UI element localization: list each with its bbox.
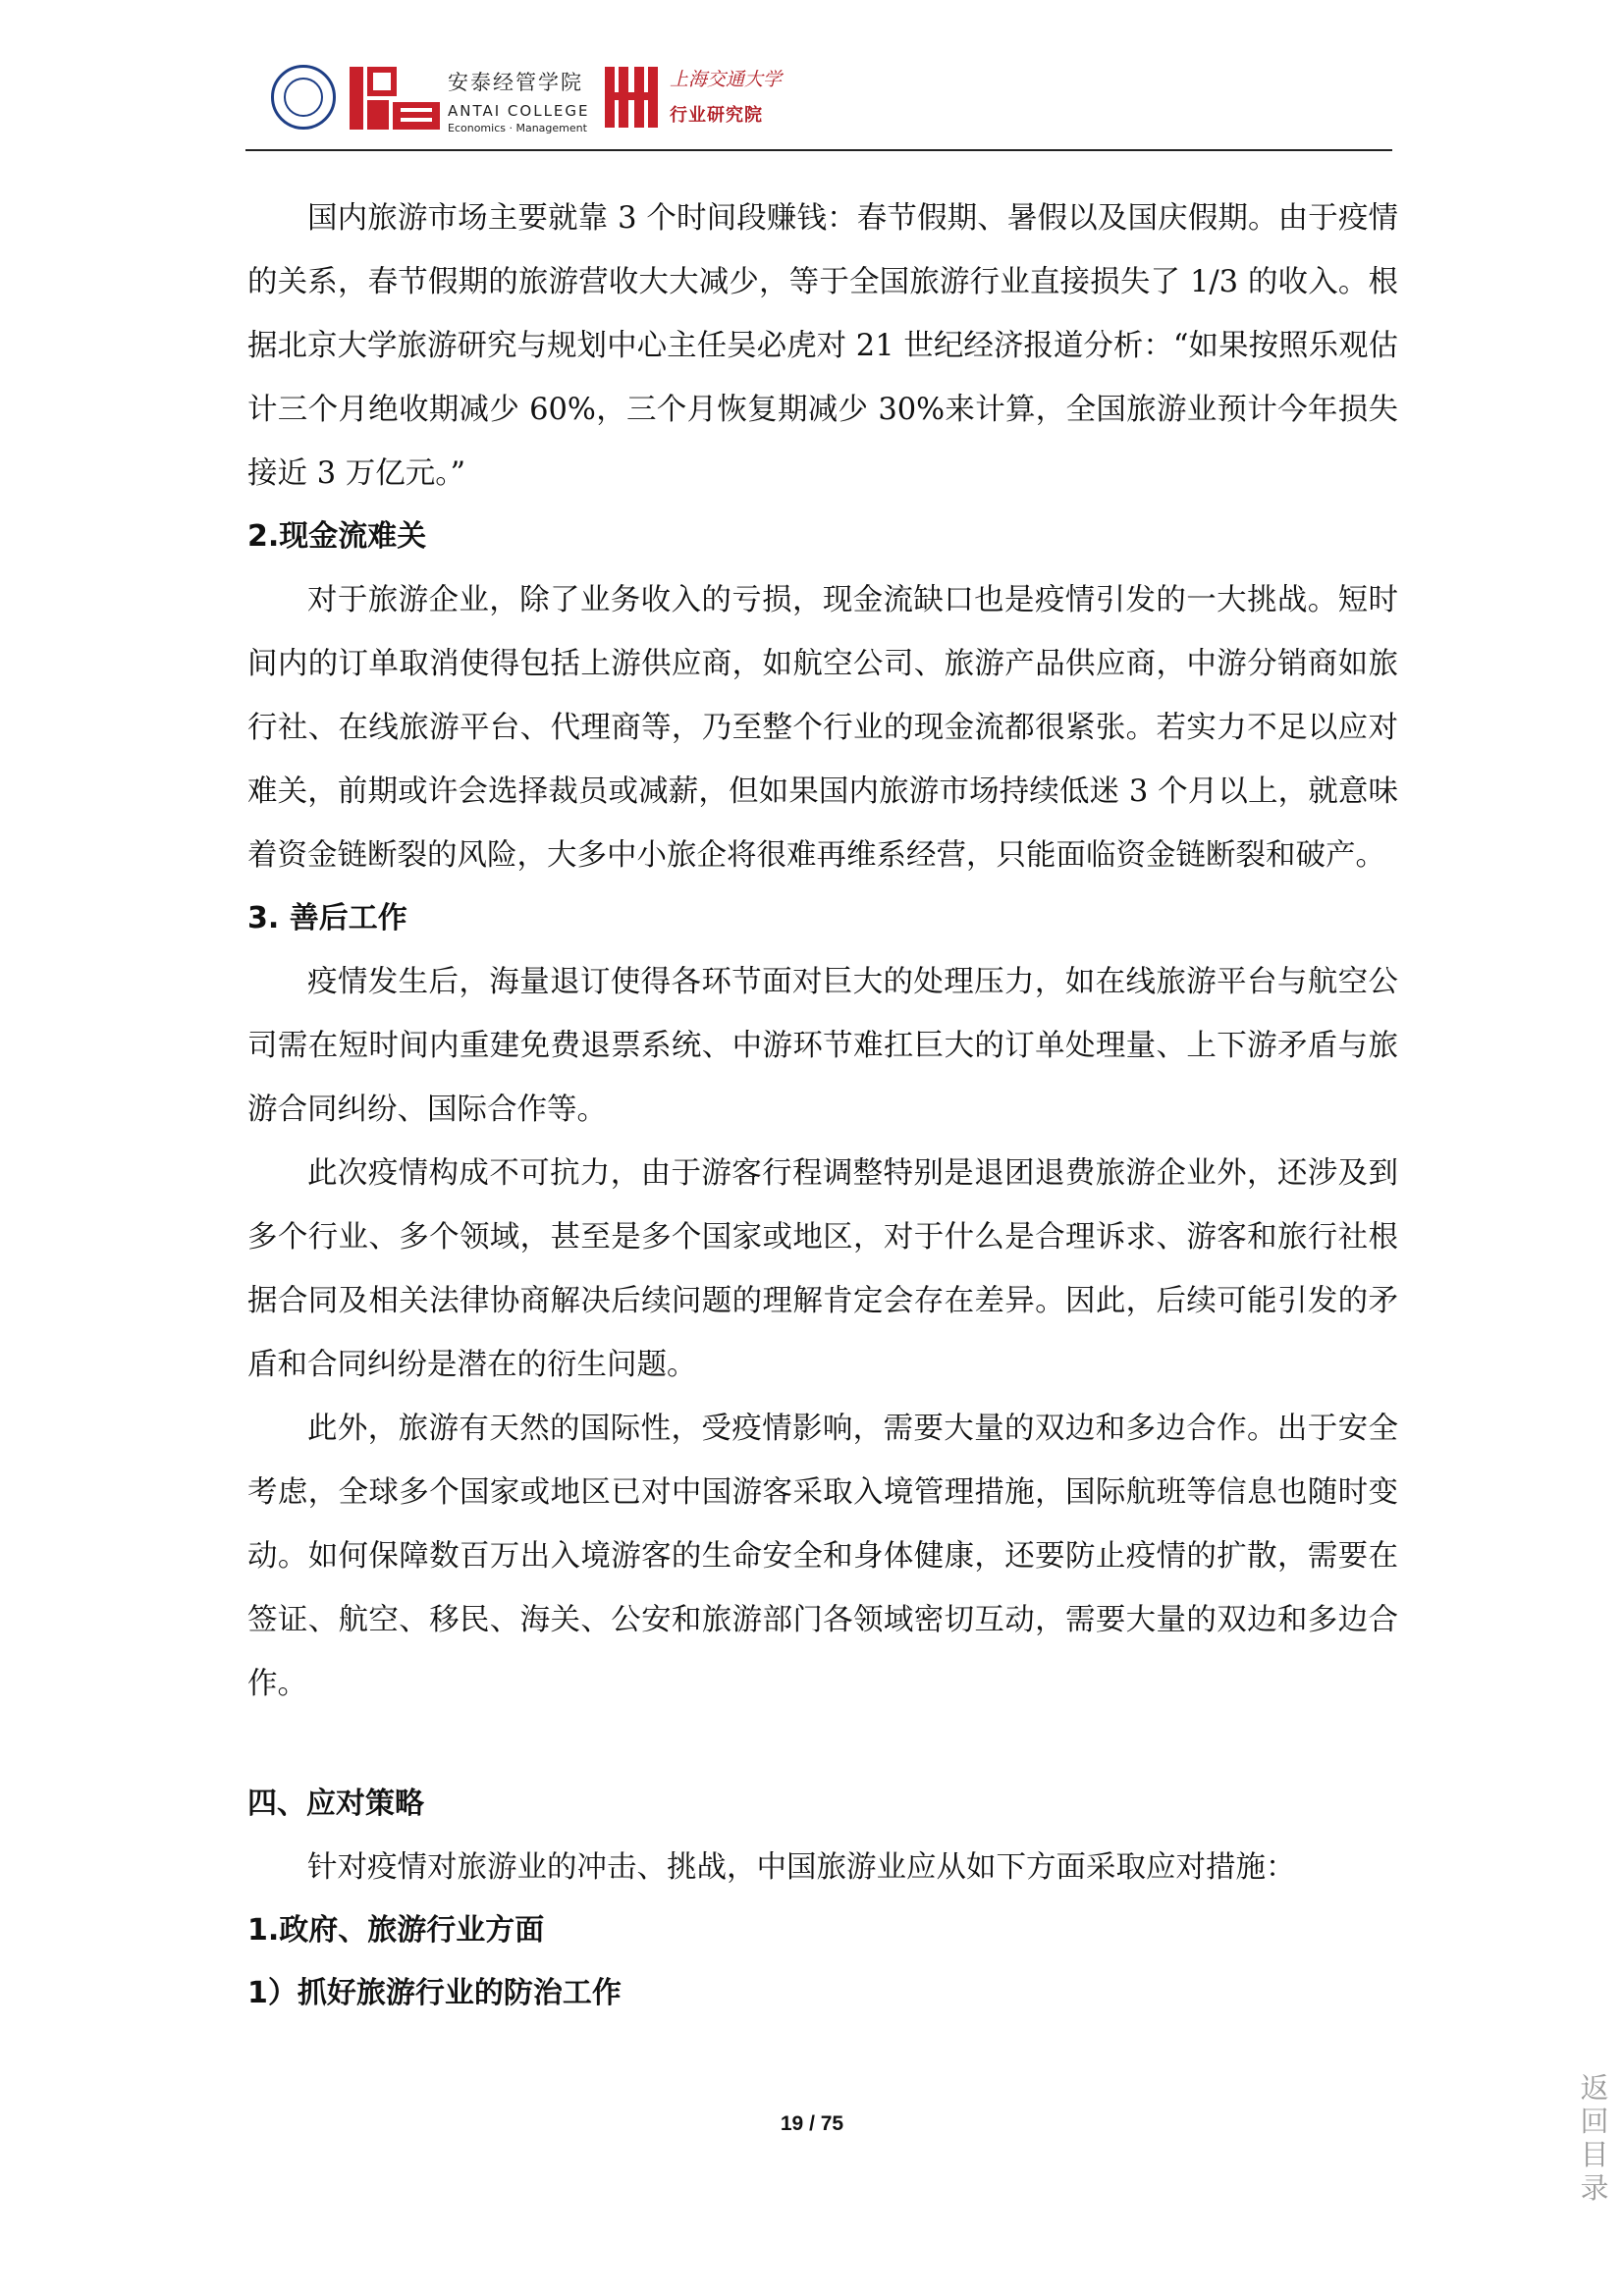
sjtu-logo bbox=[670, 65, 807, 127]
document-body bbox=[247, 187, 1398, 2025]
paragraph-force-majeure: 此次疫情构成不可抗力，由于游客行程调整特别是退团退费旅游企业外，还涉及到多个行业、多个领域，甚至是多个国家或地区，对于什么是合理诉求、游客和旅行社根据合同及相关法律协商解决后续问题的理解肯定会存在差异。因此，后续可能引发的矛盾和合同纠纷是潜在的衍生问题。 bbox=[247, 1156, 1398, 1382]
antai-name-en: ANTAI COLLEGE bbox=[448, 102, 590, 120]
page-number: 19 / 75 bbox=[780, 2112, 844, 2135]
back-to-toc-link[interactable] bbox=[1575, 2071, 1614, 2205]
acem-logo-icon bbox=[348, 63, 442, 133]
paragraph-strategies-intro: 针对疫情对旅游业的冲击、挑战，中国旅游业应从如下方面采取应对措施： bbox=[307, 1850, 1296, 1885]
section-spacer bbox=[247, 1716, 1398, 1773]
heading-cash-flow: 2.现金流难关 bbox=[247, 519, 427, 554]
paragraph-revenue-loss: 国内旅游市场主要就靠 3 个时间段赚钱：春节假期、暑假以及国庆假期。由于疫情的关系，春节假期的旅游营收大大减少，等于全国旅游行业直接损失了 1/3 的收入。根据北京大学旅游研究与规划中心主任吴必虎对 21 世纪经济报道分析：“如果按照乐观估计三个月绝收期减少 60%，三个月恢复期减少 30%来计算，全国旅游业预计今年损失接近 3 万亿元。” bbox=[247, 201, 1398, 491]
sjtu-name: 上海交通大学 bbox=[670, 69, 783, 90]
industry-institute-mark-icon bbox=[601, 63, 662, 132]
heading-government: 1.政府、旅游行业方面 bbox=[247, 1913, 545, 1948]
page-header bbox=[245, 57, 1392, 151]
paragraph-international: 此外，旅游有天然的国际性，受疫情影响，需要大量的双边和多边合作。出于安全考虑，全球多个国家或地区已对中国游客采取入境管理措施，国际航班等信息也随时变动。如何保障数百万出入境游客的生命安全和身体健康，还要防止疫情的扩散，需要在签证、航空、移民、海关、公安和旅游部门各领域密切互动，需要大量的双边和多边合作。 bbox=[247, 1412, 1398, 1701]
header-divider bbox=[245, 149, 1392, 151]
toc-link-char: 录 bbox=[1580, 2171, 1609, 2205]
toc-link-char: 返 bbox=[1580, 2071, 1609, 2105]
paragraph-cash-flow: 对于旅游企业，除了业务收入的亏损，现金流缺口也是疫情引发的一大挑战。短时间内的订单取消使得包括上游供应商，如航空公司、旅游产品供应商，中游分销商如旅行社、在线旅游平台、代理商等，乃至整个行业的现金流都很紧张。若实力不足以应对难关，前期或许会选择裁员或减薪，但如果国内旅游市场持续低迷 3 个月以上，就意味着资金链断裂的风险，大多中小旅企将很难再维系经营，只能面临资金链断裂和破产。 bbox=[247, 583, 1398, 873]
institute-name: 行业研究院 bbox=[670, 105, 763, 126]
heading-aftermath: 3. 善后工作 bbox=[247, 901, 407, 935]
heading-prevention: 1）抓好旅游行业的防治工作 bbox=[247, 1976, 622, 2010]
toc-link-char: 目 bbox=[1580, 2138, 1609, 2171]
antai-subtitle-en: Economics · Management bbox=[448, 122, 587, 134]
university-seal-icon bbox=[271, 65, 336, 130]
antai-name-cn: 安泰经管学院 bbox=[448, 71, 583, 94]
heading-strategies: 四、应对策略 bbox=[247, 1787, 424, 1821]
paragraph-refunds: 疫情发生后，海量退订使得各环节面对巨大的处理压力，如在线旅游平台与航空公司需在短时间内重建免费退票系统、中游环节难扛巨大的订单处理量、上下游矛盾与旅游合同纠纷、国际合作等。 bbox=[247, 965, 1398, 1127]
toc-link-char: 回 bbox=[1580, 2105, 1609, 2138]
